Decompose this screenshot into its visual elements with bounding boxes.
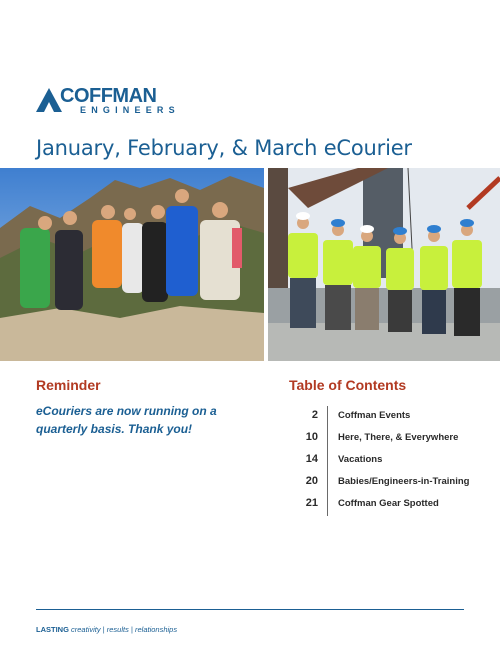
toc-item-coffman-gear[interactable] [288, 494, 478, 516]
tagline-results: results [106, 625, 129, 634]
footer-tagline [36, 625, 177, 634]
toc-item-label: Babies/Engineers-in-Training [338, 476, 470, 487]
logo-name: COFFMAN [60, 85, 157, 107]
page-title: January, February, & March eCourier [36, 136, 412, 160]
toc-divider [327, 494, 328, 516]
toc-item-label: Here, There, & Everywhere [338, 432, 459, 443]
group-hiking-photo [0, 168, 264, 361]
toc-divider [327, 472, 328, 494]
table-of-contents [288, 406, 478, 516]
toc-item-vacations[interactable] [288, 450, 478, 472]
toc-item-coffman-events[interactable] [288, 406, 478, 428]
toc-page-number: 10 [305, 431, 318, 443]
toc-item-label: Vacations [338, 454, 383, 465]
coffman-logo [36, 85, 180, 122]
toc-divider [327, 450, 328, 472]
toc-page-number: 21 [305, 497, 318, 509]
toc-item-label: Coffman Events [338, 410, 411, 421]
tagline-relationships: relationships [134, 625, 178, 634]
toc-divider [327, 428, 328, 450]
toc-page-number: 2 [311, 409, 318, 421]
toc-divider [327, 406, 328, 428]
tagline-separator: | [130, 625, 133, 634]
logo-triangle-icon [36, 88, 62, 112]
tagline-creativity: creativity [71, 625, 101, 634]
toc-page-number: 20 [305, 475, 318, 487]
reminder-text: eCouriers are now running on a quarterly basis. Thank you! [36, 404, 217, 436]
reminder-heading: Reminder [36, 377, 101, 393]
toc-item-babies[interactable] [288, 472, 478, 494]
logo-subtitle: ENGINEERS [80, 105, 180, 115]
toc-page-number: 14 [305, 453, 318, 465]
toc-heading: Table of Contents [289, 377, 407, 393]
toc-item-label: Coffman Gear Spotted [338, 498, 439, 509]
tagline-separator: | [102, 625, 105, 634]
tagline-lasting: LASTING [36, 625, 69, 634]
toc-item-here-there-everywhere[interactable] [288, 428, 478, 450]
footer-divider [36, 609, 464, 610]
site-visit-safety-vests-photo [268, 168, 500, 361]
